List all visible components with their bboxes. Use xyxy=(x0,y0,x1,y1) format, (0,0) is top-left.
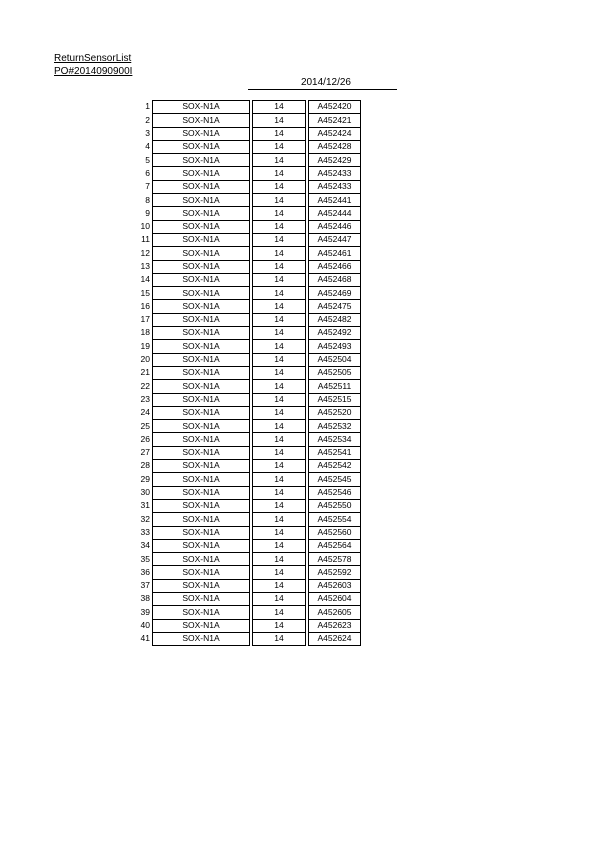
model-cell: SOX-N1A xyxy=(153,353,250,366)
row-number: 16 xyxy=(140,300,150,311)
serial-cell: A452624 xyxy=(309,632,361,645)
model-cell: SOX-N1A xyxy=(153,180,250,193)
row-number: 1 xyxy=(145,101,150,112)
serial-cell: A452534 xyxy=(309,433,361,446)
serial-cell: A452492 xyxy=(309,327,361,340)
serial-cell: A452433 xyxy=(309,167,361,180)
table-row xyxy=(123,154,361,167)
row-number: 18 xyxy=(140,327,150,338)
table-row xyxy=(123,433,361,446)
table-row xyxy=(123,207,361,220)
serial-cell: A452532 xyxy=(309,420,361,433)
table-row xyxy=(123,114,361,127)
table-row xyxy=(123,632,361,645)
code-cell: 14 xyxy=(253,393,306,406)
serial-cell: A452603 xyxy=(309,579,361,592)
serial-cell: A452578 xyxy=(309,553,361,566)
table-row xyxy=(123,553,361,566)
table-row xyxy=(123,194,361,207)
serial-cell: A452469 xyxy=(309,287,361,300)
model-cell: SOX-N1A xyxy=(153,619,250,632)
model-cell: SOX-N1A xyxy=(153,486,250,499)
code-cell: 14 xyxy=(253,194,306,207)
model-cell: SOX-N1A xyxy=(153,446,250,459)
row-number: 30 xyxy=(140,487,150,498)
code-cell: 14 xyxy=(253,180,306,193)
model-cell: SOX-N1A xyxy=(153,340,250,353)
po-number: PO#2014090900I xyxy=(54,66,133,77)
row-number: 32 xyxy=(140,513,150,524)
serial-cell: A452542 xyxy=(309,460,361,473)
row-number: 7 xyxy=(145,181,150,192)
row-number: 33 xyxy=(140,526,150,537)
serial-cell: A452505 xyxy=(309,366,361,379)
code-cell: 14 xyxy=(253,526,306,539)
code-cell: 14 xyxy=(253,380,306,393)
model-cell: SOX-N1A xyxy=(153,313,250,326)
code-cell: 14 xyxy=(253,460,306,473)
table-row xyxy=(123,220,361,233)
serial-cell: A452554 xyxy=(309,513,361,526)
serial-cell: A452461 xyxy=(309,247,361,260)
serial-cell: A452424 xyxy=(309,127,361,140)
code-cell: 14 xyxy=(253,433,306,446)
code-cell: 14 xyxy=(253,499,306,512)
code-cell: 14 xyxy=(253,566,306,579)
table-row xyxy=(123,393,361,406)
table-row xyxy=(123,539,361,552)
table-row xyxy=(123,579,361,592)
model-cell: SOX-N1A xyxy=(153,273,250,286)
serial-cell: A452515 xyxy=(309,393,361,406)
serial-cell: A452564 xyxy=(309,539,361,552)
table-row xyxy=(123,260,361,273)
row-number: 28 xyxy=(140,460,150,471)
code-cell: 14 xyxy=(253,287,306,300)
table-row xyxy=(123,473,361,486)
row-number: 35 xyxy=(140,553,150,564)
code-cell: 14 xyxy=(253,366,306,379)
serial-cell: A452623 xyxy=(309,619,361,632)
row-number: 12 xyxy=(140,247,150,258)
code-cell: 14 xyxy=(253,313,306,326)
model-cell: SOX-N1A xyxy=(153,499,250,512)
table-row xyxy=(123,366,361,379)
table-row xyxy=(123,513,361,526)
model-cell: SOX-N1A xyxy=(153,194,250,207)
row-number: 4 xyxy=(145,141,150,152)
code-cell: 14 xyxy=(253,619,306,632)
row-number: 26 xyxy=(140,433,150,444)
row-number: 38 xyxy=(140,593,150,604)
code-cell: 14 xyxy=(253,353,306,366)
model-cell: SOX-N1A xyxy=(153,366,250,379)
table-row xyxy=(123,499,361,512)
table-row xyxy=(123,592,361,605)
model-cell: SOX-N1A xyxy=(153,460,250,473)
table-row xyxy=(123,460,361,473)
table-row xyxy=(123,287,361,300)
table-row xyxy=(123,273,361,286)
model-cell: SOX-N1A xyxy=(153,327,250,340)
code-cell: 14 xyxy=(253,406,306,419)
model-cell: SOX-N1A xyxy=(153,287,250,300)
table-row xyxy=(123,247,361,260)
model-cell: SOX-N1A xyxy=(153,606,250,619)
code-cell: 14 xyxy=(253,273,306,286)
code-cell: 14 xyxy=(253,553,306,566)
model-cell: SOX-N1A xyxy=(153,420,250,433)
serial-cell: A452520 xyxy=(309,406,361,419)
serial-cell: A452466 xyxy=(309,260,361,273)
serial-cell: A452493 xyxy=(309,340,361,353)
code-cell: 14 xyxy=(253,114,306,127)
code-cell: 14 xyxy=(253,592,306,605)
model-cell: SOX-N1A xyxy=(153,473,250,486)
row-number: 41 xyxy=(140,633,150,644)
model-cell: SOX-N1A xyxy=(153,154,250,167)
row-number: 8 xyxy=(145,194,150,205)
table-row xyxy=(123,526,361,539)
model-cell: SOX-N1A xyxy=(153,207,250,220)
table-row xyxy=(123,486,361,499)
row-number: 25 xyxy=(140,420,150,431)
table-row xyxy=(123,446,361,459)
sensor-table-body xyxy=(123,101,361,646)
model-cell: SOX-N1A xyxy=(153,101,250,114)
code-cell: 14 xyxy=(253,207,306,220)
table-row xyxy=(123,380,361,393)
row-number: 39 xyxy=(140,606,150,617)
model-cell: SOX-N1A xyxy=(153,592,250,605)
document-title: ReturnSensorList xyxy=(54,53,132,64)
code-cell: 14 xyxy=(253,606,306,619)
row-number: 17 xyxy=(140,314,150,325)
code-cell: 14 xyxy=(253,539,306,552)
code-cell: 14 xyxy=(253,260,306,273)
code-cell: 14 xyxy=(253,486,306,499)
model-cell: SOX-N1A xyxy=(153,579,250,592)
code-cell: 14 xyxy=(253,220,306,233)
model-cell: SOX-N1A xyxy=(153,566,250,579)
code-cell: 14 xyxy=(253,420,306,433)
serial-cell: A452546 xyxy=(309,486,361,499)
row-number: 34 xyxy=(140,540,150,551)
code-cell: 14 xyxy=(253,167,306,180)
row-number: 31 xyxy=(140,500,150,511)
model-cell: SOX-N1A xyxy=(153,300,250,313)
table-row xyxy=(123,140,361,153)
table-row xyxy=(123,340,361,353)
table-row xyxy=(123,313,361,326)
serial-cell: A452541 xyxy=(309,446,361,459)
code-cell: 14 xyxy=(253,513,306,526)
serial-cell: A452444 xyxy=(309,207,361,220)
table-row xyxy=(123,127,361,140)
table-row xyxy=(123,300,361,313)
serial-cell: A452446 xyxy=(309,220,361,233)
row-number: 5 xyxy=(145,154,150,165)
serial-cell: A452421 xyxy=(309,114,361,127)
serial-cell: A452475 xyxy=(309,300,361,313)
row-number: 24 xyxy=(140,407,150,418)
row-number: 19 xyxy=(140,340,150,351)
code-cell: 14 xyxy=(253,247,306,260)
code-cell: 14 xyxy=(253,579,306,592)
code-cell: 14 xyxy=(253,300,306,313)
row-number: 3 xyxy=(145,128,150,139)
code-cell: 14 xyxy=(253,154,306,167)
model-cell: SOX-N1A xyxy=(153,526,250,539)
row-number: 14 xyxy=(140,274,150,285)
model-cell: SOX-N1A xyxy=(153,513,250,526)
row-number: 23 xyxy=(140,393,150,404)
row-number: 27 xyxy=(140,447,150,458)
table-row xyxy=(123,606,361,619)
model-cell: SOX-N1A xyxy=(153,539,250,552)
serial-cell: A452420 xyxy=(309,101,361,114)
table-row xyxy=(123,327,361,340)
row-number: 13 xyxy=(140,261,150,271)
row-number: 36 xyxy=(140,566,150,577)
model-cell: SOX-N1A xyxy=(153,167,250,180)
model-cell: SOX-N1A xyxy=(153,380,250,393)
code-cell: 14 xyxy=(253,473,306,486)
model-cell: SOX-N1A xyxy=(153,233,250,246)
row-number: 29 xyxy=(140,473,150,484)
serial-cell: A452545 xyxy=(309,473,361,486)
serial-cell: A452429 xyxy=(309,154,361,167)
table-row xyxy=(123,406,361,419)
model-cell: SOX-N1A xyxy=(153,393,250,406)
serial-cell: A452550 xyxy=(309,499,361,512)
model-cell: SOX-N1A xyxy=(153,260,250,273)
table-row xyxy=(123,233,361,246)
row-number: 22 xyxy=(140,380,150,391)
model-cell: SOX-N1A xyxy=(153,127,250,140)
table-row xyxy=(123,167,361,180)
code-cell: 14 xyxy=(253,101,306,114)
code-cell: 14 xyxy=(253,340,306,353)
serial-cell: A452482 xyxy=(309,313,361,326)
table-row xyxy=(123,566,361,579)
serial-cell: A452428 xyxy=(309,140,361,153)
model-cell: SOX-N1A xyxy=(153,632,250,645)
row-number: 11 xyxy=(141,234,150,245)
table-row xyxy=(123,101,361,114)
serial-cell: A452605 xyxy=(309,606,361,619)
serial-cell: A452447 xyxy=(309,233,361,246)
row-number: 10 xyxy=(140,221,150,232)
model-cell: SOX-N1A xyxy=(153,247,250,260)
serial-cell: A452504 xyxy=(309,353,361,366)
serial-cell: A452441 xyxy=(309,194,361,207)
row-number: 21 xyxy=(140,367,150,378)
table-row xyxy=(123,619,361,632)
table-row xyxy=(123,353,361,366)
code-cell: 14 xyxy=(253,233,306,246)
model-cell: SOX-N1A xyxy=(153,433,250,446)
model-cell: SOX-N1A xyxy=(153,220,250,233)
code-cell: 14 xyxy=(253,127,306,140)
serial-cell: A452433 xyxy=(309,180,361,193)
row-number: 9 xyxy=(145,207,150,218)
model-cell: SOX-N1A xyxy=(153,553,250,566)
document-date: 2014/12/26 xyxy=(248,77,397,90)
serial-cell: A452511 xyxy=(309,380,361,393)
code-cell: 14 xyxy=(253,446,306,459)
model-cell: SOX-N1A xyxy=(153,114,250,127)
serial-cell: A452560 xyxy=(309,526,361,539)
code-cell: 14 xyxy=(253,327,306,340)
model-cell: SOX-N1A xyxy=(153,406,250,419)
row-number: 2 xyxy=(145,114,150,125)
model-cell: SOX-N1A xyxy=(153,140,250,153)
row-number: 20 xyxy=(140,354,150,365)
serial-cell: A452468 xyxy=(309,273,361,286)
row-number: 15 xyxy=(140,287,150,298)
table-row xyxy=(123,420,361,433)
row-number: 6 xyxy=(145,167,150,178)
code-cell: 14 xyxy=(253,140,306,153)
row-number: 40 xyxy=(140,620,150,631)
serial-cell: A452592 xyxy=(309,566,361,579)
table-row xyxy=(123,180,361,193)
code-cell: 14 xyxy=(253,632,306,645)
serial-cell: A452604 xyxy=(309,592,361,605)
row-number: 37 xyxy=(140,580,150,591)
sensor-table xyxy=(123,100,361,646)
